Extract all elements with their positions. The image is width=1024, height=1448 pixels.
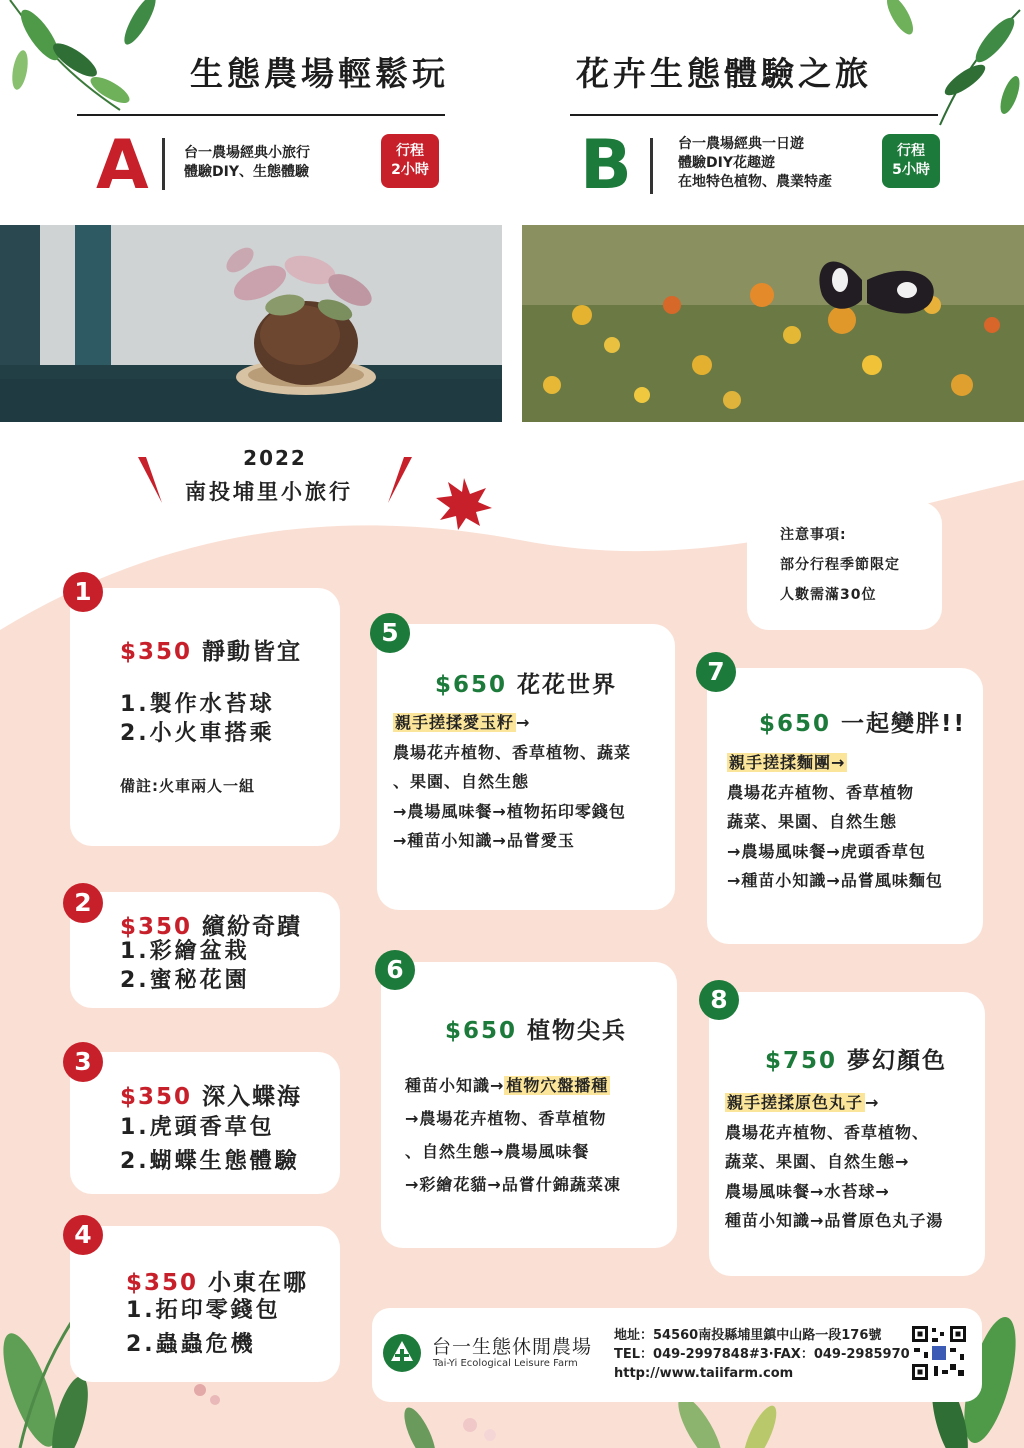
package-7-price: $650 — [759, 711, 832, 737]
qr-code-icon[interactable] — [910, 1324, 968, 1382]
package-8-line3: 蔬菜、果園、自然生態→ — [725, 1152, 910, 1171]
package-5-name: 花花世界 — [517, 672, 618, 698]
package-card-2 — [70, 892, 340, 1008]
plan-a-badge-line1: 行程 — [396, 143, 424, 159]
farm-phone: TEL：049-2997848#3‧FAX：049-2985970 — [614, 1347, 910, 1362]
plan-a-description — [184, 144, 310, 182]
package-5-line4: →農場風味餐→植物拓印零錢包 — [393, 801, 626, 821]
package-8-line1-rest: → — [865, 1093, 880, 1112]
maple-leaf-icon — [434, 476, 494, 532]
package-6-name: 植物尖兵 — [527, 1018, 628, 1044]
package-2-price: $350 — [120, 914, 193, 940]
trip-name: 南投埔里小旅行 — [185, 480, 353, 504]
package-7-line2: 農場花卉植物、香草植物 — [727, 782, 915, 802]
package-7-line5: →種苗小知識→品嘗風味麵包 — [727, 871, 943, 890]
package-card-6 — [381, 962, 677, 1248]
farm-website-link[interactable]: http://www.taiifarm.com — [614, 1366, 794, 1381]
plan-a-badge-line2: 2小時 — [391, 162, 429, 178]
package-card-7 — [707, 668, 983, 944]
plan-b-letter: B — [580, 126, 632, 205]
package-card-8 — [709, 992, 985, 1276]
leaf-decoration-top-left — [0, 0, 190, 120]
package-6-line1-pre: 種苗小知識→ — [405, 1076, 505, 1095]
package-2-item2: 2.蜜秘花園 — [120, 968, 250, 993]
package-4-number-badge: 4 — [63, 1215, 103, 1255]
left-title-rule — [77, 114, 445, 116]
package-8-highlight: 親手搓揉原色丸子 — [727, 1093, 864, 1112]
plan-b-badge-line2: 5小時 — [892, 162, 930, 178]
farm-name-english: Tai-Yi Ecological Leisure Farm — [433, 1358, 578, 1369]
red-accent-right-icon — [384, 455, 414, 505]
farm-info-footer — [372, 1308, 982, 1402]
right-title-rule — [570, 114, 938, 116]
plan-b-duration-badge — [882, 134, 940, 188]
package-4-item2: 2.蟲蟲危機 — [126, 1332, 256, 1357]
package-1-name: 靜動皆宜 — [202, 639, 303, 665]
package-5-price: $650 — [435, 672, 508, 698]
package-7-line3: 蔬菜、果園、自然生態 — [727, 812, 898, 831]
left-title: 生態農場輕鬆玩 — [190, 54, 449, 93]
notice-title: 注意事項: — [780, 527, 847, 543]
package-7-number-badge: 7 — [696, 652, 736, 692]
package-6-line2: →農場花卉植物、香草植物 — [405, 1109, 607, 1128]
package-7-line4: →農場風味餐→虎頭香草包 — [727, 841, 926, 861]
package-8-number-badge: 8 — [699, 980, 739, 1020]
moss-ball-plant-photo — [0, 225, 502, 422]
plan-a-line1: 台一農場經典小旅行 — [184, 145, 310, 161]
package-3-price: $350 — [120, 1084, 193, 1110]
package-7-highlight: 親手搓揉麵團→ — [729, 753, 846, 772]
package-2-item1: 1.彩繪盆栽 — [120, 939, 250, 964]
farm-address: 地址：54560南投縣埔里鎮中山路一段176號 — [614, 1328, 882, 1343]
leaf-decoration-top-right — [860, 0, 1024, 130]
package-card-3 — [70, 1052, 340, 1194]
package-2-name: 繽紛奇蹟 — [202, 914, 303, 940]
package-8-price: $750 — [765, 1048, 838, 1074]
package-1-price: $350 — [120, 639, 193, 665]
plan-a-duration-badge — [381, 134, 439, 188]
package-3-item2: 2.蝴蝶生態體驗 — [120, 1149, 300, 1174]
package-6-line4: →彩繪花貓→品嘗什錦蔬菜凍 — [405, 1175, 621, 1194]
notice-line2: 人數需滿30位 — [780, 587, 877, 603]
package-4-name: 小東在哪 — [208, 1270, 309, 1296]
package-8-line5: 種苗小知識→品嘗原色丸子湯 — [725, 1211, 944, 1230]
plan-b-description — [678, 135, 832, 192]
notice-card — [747, 502, 942, 630]
plan-b-line2: 體驗DIY花趣遊 — [678, 155, 775, 171]
plan-a-line2: 體驗DIY、生態體驗 — [184, 164, 309, 180]
notice-line1: 部分行程季節限定 — [780, 557, 900, 573]
butterfly-flower-photo — [522, 225, 1024, 422]
package-8-line4: 農場風味餐→水苔球→ — [725, 1181, 890, 1201]
farm-name: 台一生態休閒農場 — [432, 1336, 593, 1358]
plan-b-divider — [650, 138, 653, 194]
package-7-name: 一起變胖!! — [841, 711, 967, 737]
right-title: 花卉生態體驗之旅 — [576, 54, 872, 93]
package-6-price: $650 — [445, 1018, 518, 1044]
package-card-1 — [70, 588, 340, 846]
package-1-note: 備註:火車兩人一組 — [120, 777, 255, 795]
package-card-5 — [377, 624, 675, 910]
package-8-name: 夢幻顏色 — [847, 1048, 948, 1074]
package-6-line3: 、自然生態→農場風味餐 — [405, 1142, 590, 1161]
package-4-price: $350 — [126, 1270, 199, 1296]
package-5-line5: →種苗小知識→品嘗愛玉 — [393, 831, 575, 850]
red-accent-left-icon — [136, 455, 166, 505]
package-3-item1: 1.虎頭香草包 — [120, 1115, 275, 1140]
package-3-name: 深入蝶海 — [202, 1084, 303, 1110]
package-4-item1: 1.拓印零錢包 — [126, 1298, 281, 1323]
package-1-item2: 2.小火車搭乘 — [120, 721, 275, 746]
plan-b-line3: 在地特色植物、農業特產 — [678, 174, 832, 190]
plan-a-letter: A — [96, 126, 149, 205]
plan-b-badge-line1: 行程 — [897, 143, 925, 159]
package-3-number-badge: 3 — [63, 1042, 103, 1082]
package-5-line2: 農場花卉植物、香草植物、蔬菜 — [393, 742, 632, 762]
package-5-line3: 、果園、自然生態 — [393, 772, 530, 791]
trip-year: 2022 — [243, 446, 307, 470]
package-6-number-badge: 6 — [375, 950, 415, 990]
package-5-line1-rest: → — [516, 713, 531, 732]
package-2-number-badge: 2 — [63, 883, 103, 923]
package-8-line2: 農場花卉植物、香草植物、 — [725, 1122, 930, 1142]
plan-b-line1: 台一農場經典一日遊 — [678, 136, 804, 152]
package-1-item1: 1.製作水苔球 — [120, 692, 275, 717]
package-5-number-badge: 5 — [370, 613, 410, 653]
package-6-highlight: 植物穴盤播種 — [506, 1076, 609, 1095]
farm-logo-icon — [382, 1333, 422, 1373]
plan-a-divider — [162, 138, 165, 190]
package-card-4 — [70, 1226, 340, 1382]
package-1-number-badge: 1 — [63, 572, 103, 612]
package-5-highlight: 親手搓揉愛玉籽 — [395, 713, 515, 732]
